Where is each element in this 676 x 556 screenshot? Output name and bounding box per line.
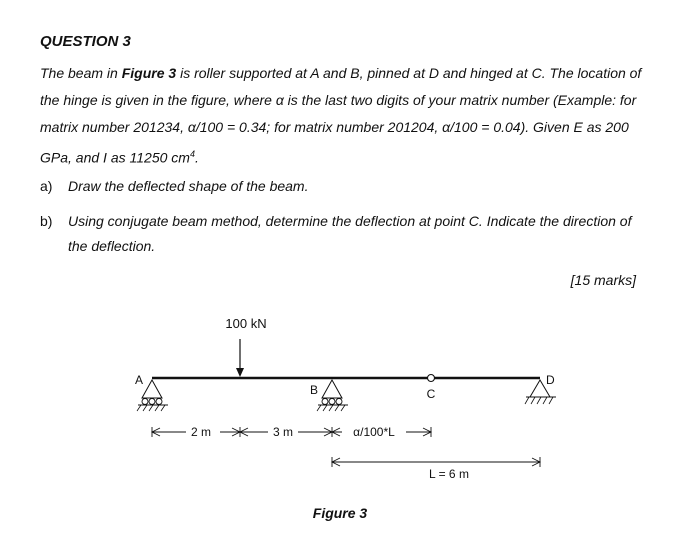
sub-question-letter: a) — [40, 178, 53, 194]
dimension-row-span — [332, 457, 540, 467]
figure-reference: Figure 3 — [121, 65, 177, 81]
intro-part2: is roller supported at A and B, pinned at D and hinged at C. The location of the hinge is given in the figure, where α is the last two digits of your matrix number (Example: for matrix number 201234, α/100 = 0.34; for matrix number 201204, α/100 = 0.04). Given E as 200 GPa, and I as 11250 cm — [40, 65, 642, 166]
point-label-c: C — [426, 387, 436, 401]
intro-part1: The beam in — [40, 65, 122, 81]
dimension-label-hinge-offset: α/100*L — [353, 425, 395, 439]
support-b-roller — [317, 380, 348, 411]
sub-question-text: Draw the deflected shape of the beam. — [68, 178, 309, 194]
exponent: 4 — [189, 149, 195, 159]
load-label: 100 kN — [225, 316, 267, 331]
marks-label: [15 marks] — [570, 272, 636, 288]
hinge-c — [428, 375, 435, 382]
point-label-a: A — [135, 373, 144, 387]
point-label-d: D — [546, 373, 555, 387]
dimension-label-3m: 3 m — [272, 425, 294, 439]
point-label-b: B — [310, 383, 319, 397]
sub-question-text: Using conjugate beam method, determine the deflection at point C. Indicate the direction of the deflection. — [68, 213, 632, 254]
figure-caption: Figure 3 — [312, 505, 368, 521]
load-arrow-head — [236, 368, 244, 377]
dimension-label-2m: 2 m — [190, 425, 212, 439]
dimension-label-span: L = 6 m — [429, 467, 469, 481]
intro-part3: . — [194, 149, 199, 166]
sub-question-letter: b) — [40, 213, 53, 229]
question-heading: QUESTION 3 — [40, 33, 131, 50]
